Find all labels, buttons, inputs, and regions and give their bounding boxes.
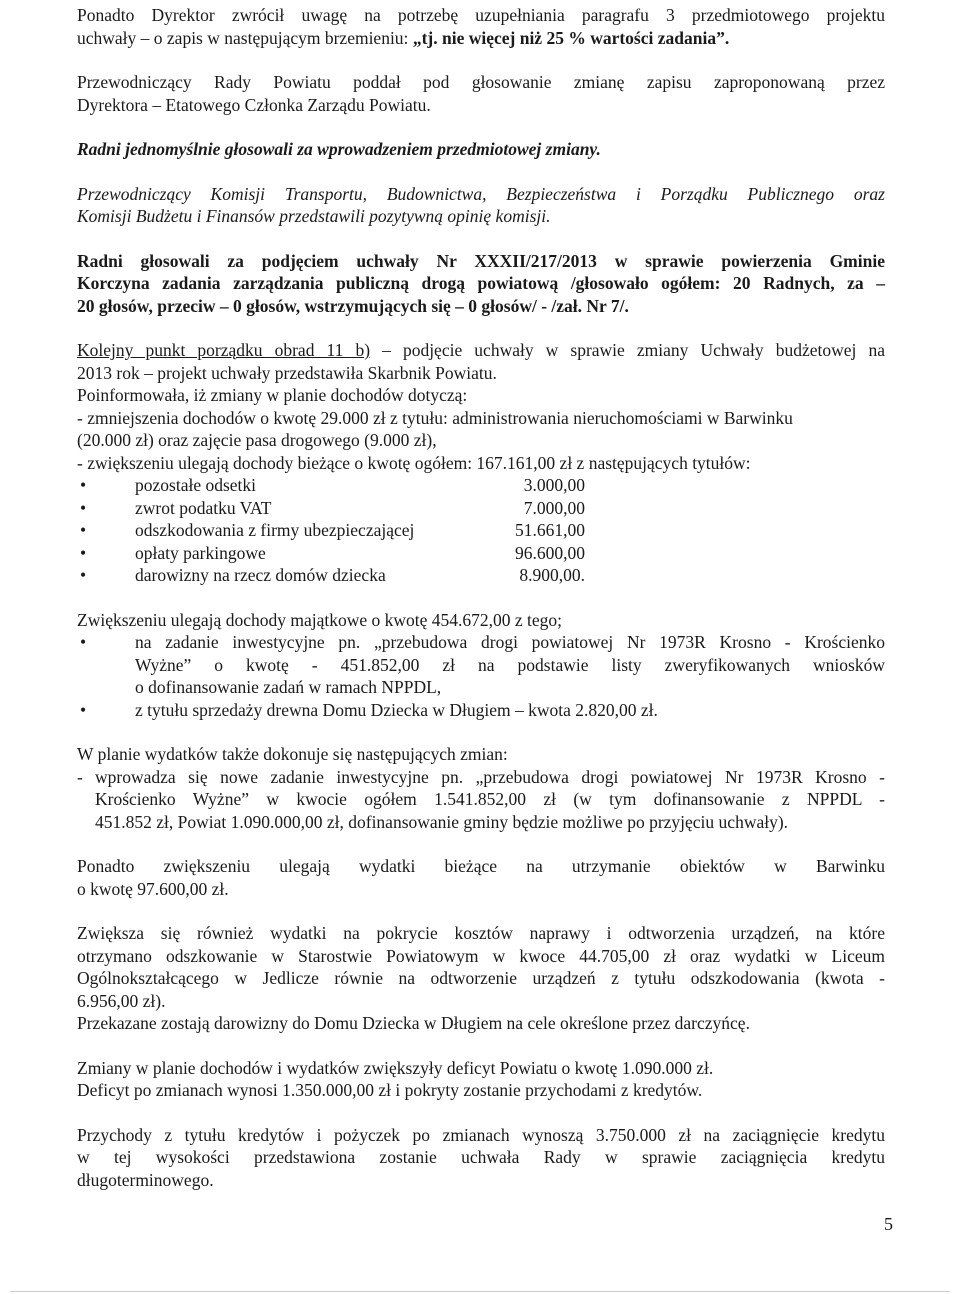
bold-quote: „tj. nie więcej niż 25 % wartości zadania”. bbox=[412, 27, 730, 48]
text-line: długoterminowego. bbox=[77, 1169, 214, 1190]
text-line: Przekazane zostają darowizny do Domu Dziecka w Długiem na cele określone przez darczyńcę. bbox=[77, 1013, 750, 1033]
list-item bbox=[77, 542, 885, 565]
text-line: Wyżne” o kwotę - 451.852,00 zł na podstawie listy zweryfikowanych wniosków bbox=[135, 654, 885, 675]
paragraph-loan-revenue bbox=[77, 1124, 885, 1192]
text-line: z tytułu sprzedaży drewna Domu Dziecka w Długiem – kwota 2.820,00 zł. bbox=[135, 699, 658, 720]
text-line: 2013 rok – projekt uchwały przedstawiła Skarbnik Powiatu. bbox=[77, 362, 497, 383]
list-item bbox=[77, 474, 885, 497]
item-value: 8.900,00. bbox=[519, 565, 585, 585]
list-item bbox=[77, 519, 885, 542]
list-item bbox=[77, 631, 885, 699]
item-label: zwrot podatku VAT bbox=[135, 497, 272, 518]
text-line: Przewodniczący Komisji Transportu, Budownictwa, Bezpieczeństwa i Porządku Publicznego oraz bbox=[77, 183, 885, 204]
agenda-item-ref: Kolejny punkt porządku obrad 11 b) bbox=[77, 340, 371, 360]
text-line: o dofinansowanie zadań w ramach NPPDL, bbox=[135, 677, 442, 697]
item-value: 7.000,00 bbox=[523, 497, 585, 518]
text-line: - zmniejszenia dochodów o kwotę 29.000 zł z tytułu: administrowania nieruchomościami w Barwinku bbox=[77, 407, 793, 428]
bullet-icon: • bbox=[80, 565, 87, 585]
text-line: otrzymano odszkowanie w Starostwie Powiatowym w kwoce 44.705,00 zł oraz wydatki w Liceum bbox=[77, 945, 885, 966]
item-value: 51.661,00 bbox=[515, 520, 585, 540]
paragraph-capital-income bbox=[77, 609, 885, 722]
text-line: Zmiany w planie dochodów i wydatków zwiększyły deficyt Powiatu o kwotę 1.090.000 zł. bbox=[77, 1057, 714, 1078]
text-line: Deficyt po zmianach wynosi 1.350.000,00 zł i pokryty zostanie przychodami z kredytów. bbox=[77, 1080, 703, 1100]
list-item bbox=[77, 766, 885, 834]
item-label: pozostałe odsetki bbox=[135, 475, 257, 495]
text-line: w tej wysokości przedstawiona zostanie uchwała Rady w sprawie zaciągnięcia kredytu bbox=[77, 1147, 885, 1167]
text-span: – podjęcie uchwały w sprawie zmiany Uchwały budżetowej na bbox=[370, 340, 885, 360]
item-value: 96.600,00 bbox=[515, 542, 585, 563]
text-line: Ponadto zwiększeniu ulegają wydatki bieżące na utrzymanie obiektów w Barwinku bbox=[77, 856, 885, 876]
text-line: Radni głosowali za podjęciem uchwały Nr XXXII/217/2013 w sprawie powierzenia Gminie bbox=[77, 250, 885, 271]
text-line bbox=[77, 27, 885, 50]
text-line: 451.852 zł, Powiat 1.090.000,00 zł, dofinansowanie gminy będzie możliwe po przyjęciu uchwały). bbox=[95, 811, 789, 832]
dash-marker: - bbox=[77, 766, 83, 787]
bullet-icon: • bbox=[80, 542, 87, 563]
list-item bbox=[77, 699, 885, 722]
text-line: 20 głosów, przeciw – 0 głosów, wstrzymujących się – 0 głosów/ - /zał. Nr 7/. bbox=[77, 295, 629, 316]
bullet-icon: • bbox=[80, 699, 87, 720]
list-item bbox=[77, 564, 885, 587]
text-line: Komisji Budżetu i Finansów przedstawili pozytywną opinię komisji. bbox=[77, 206, 551, 226]
text-line: Ogólnokształcącego w Jedlicze równie na odtworzenie urządzeń z tytułu odszkodowania (kwota - bbox=[77, 968, 885, 988]
bullet-icon: • bbox=[80, 497, 87, 518]
text-line: Zwiększa się również wydatki na pokrycie kosztów naprawy i odtworzenia urządzeń, na które bbox=[77, 923, 885, 943]
item-label: opłaty parkingowe bbox=[135, 542, 266, 563]
text-line: Dyrektora – Etatowego Członka Zarządu Powiatu. bbox=[77, 94, 431, 115]
text-line: Przewodniczący Rady Powiatu poddał pod głosowanie zmianę zapisu zaproponowaną przez bbox=[77, 72, 885, 92]
bullet-icon: • bbox=[80, 520, 87, 540]
paragraph-director-remark bbox=[77, 4, 885, 49]
text-line: Krościenko Wyżne” w kwocie ogółem 1.541.852,00 zł (w tym dofinansowanie z NPPDL - bbox=[95, 789, 885, 809]
unanimous-vote-statement: Radni jednomyślnie głosowali za wprowadzeniem przedmiotowej zmiany. bbox=[77, 139, 601, 159]
paragraph-expenditure-changes bbox=[77, 743, 885, 833]
text-line: - zwiększeniu ulegają dochody bieżące o kwotę ogółem: 167.161,00 zł z następujących tytułów: bbox=[77, 452, 751, 473]
paragraph-repair-costs bbox=[77, 922, 885, 1035]
text-line: Zwiększeniu ulegają dochody majątkowe o kwotę 454.672,00 z tego; bbox=[77, 609, 563, 630]
text-line: Poinformowała, iż zmiany w planie dochodów dotyczą: bbox=[77, 385, 468, 405]
capital-income-list bbox=[77, 631, 885, 721]
text-line: (20.000 zł) oraz zajęcie pasa drogowego (9.000 zł), bbox=[77, 430, 437, 450]
text-line: wprowadza się nowe zadanie inwestycyjne pn. „przebudowa drogi powiatowej Nr 1973R Krosno - bbox=[95, 766, 885, 787]
page-bottom-divider bbox=[10, 1291, 950, 1292]
text-line: Przychody z tytułu kredytów i pożyczek po zmianach wynoszą 3.750.000 zł na zaciągnięcie kredytu bbox=[77, 1124, 885, 1145]
text-line: o kwotę 97.600,00 zł. bbox=[77, 878, 229, 899]
paragraph-committee-opinion bbox=[77, 183, 885, 228]
bullet-icon: • bbox=[80, 632, 87, 652]
paragraph-deficit bbox=[77, 1057, 885, 1102]
paragraph-vote-announcement bbox=[77, 71, 885, 116]
item-label: darowizny na rzecz domów dziecka bbox=[135, 565, 386, 585]
text-line: W planie wydatków także dokonuje się następujących zmian: bbox=[77, 744, 508, 764]
paragraph-current-expenses bbox=[77, 855, 885, 900]
text-line: na zadanie inwestycyjne pn. „przebudowa drogi powiatowej Nr 1973R Krosno - Krościenko bbox=[135, 632, 885, 652]
income-items-list bbox=[77, 474, 885, 587]
item-value: 3.000,00 bbox=[523, 475, 585, 495]
list-item bbox=[77, 497, 885, 520]
bullet-icon: • bbox=[80, 475, 87, 495]
text-line: 6.956,00 zł). bbox=[77, 990, 166, 1011]
page-number: 5 bbox=[884, 1214, 893, 1234]
paragraph-budget-changes bbox=[77, 339, 885, 474]
paragraph-resolution-vote bbox=[77, 250, 885, 318]
item-label: odszkodowania z firmy ubezpieczającej bbox=[135, 520, 415, 540]
text-line bbox=[77, 339, 885, 362]
text-line: Korczyna zadania zarządzania publiczną drogą powiatową /głosowało ogółem: 20 Radnych, za – bbox=[77, 273, 885, 293]
document-body bbox=[77, 4, 885, 1191]
text-line: Ponadto Dyrektor zwrócił uwagę na potrzebę uzupełniania paragrafu 3 przedmiotowego projektu bbox=[77, 5, 885, 25]
text-span: uchwały – o zapis w następującym brzemieniu: bbox=[77, 27, 413, 48]
